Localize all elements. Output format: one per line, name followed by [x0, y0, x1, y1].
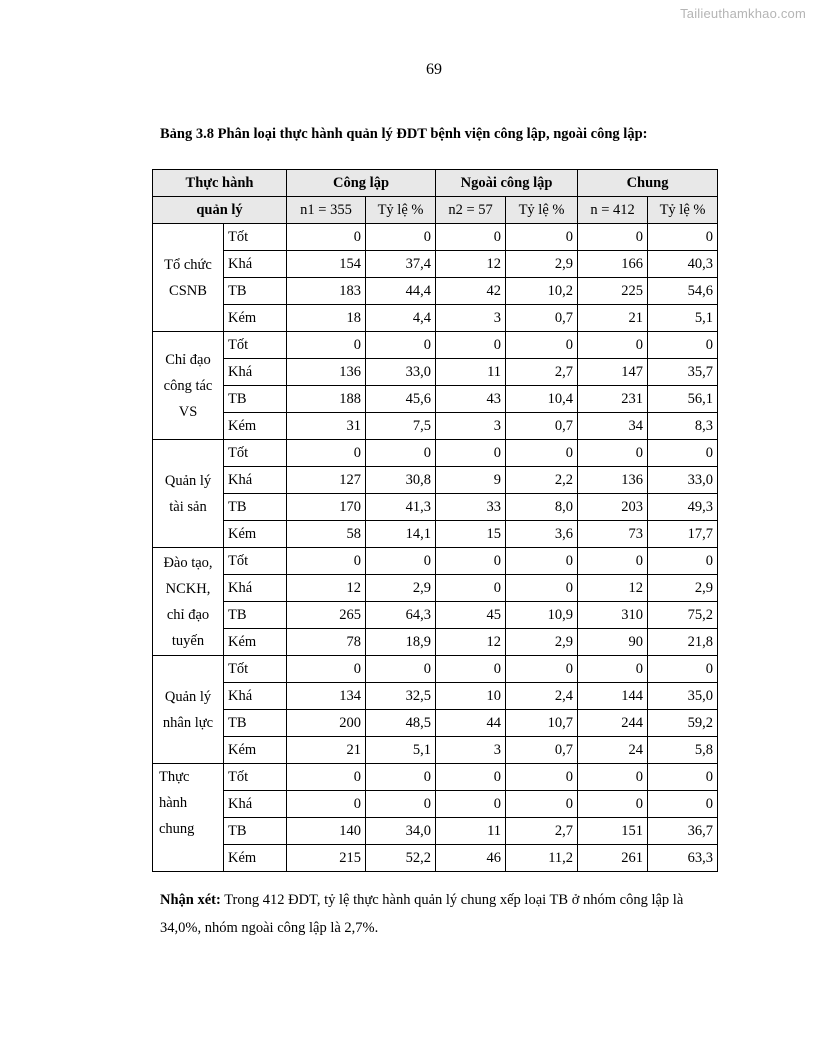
value-cell: 2,9: [506, 251, 578, 278]
value-cell: 0: [287, 656, 366, 683]
value-cell: 43: [436, 386, 506, 413]
header-practice-label: Thực hành: [153, 170, 287, 197]
level-label: Tốt: [224, 764, 287, 791]
value-cell: 0: [287, 332, 366, 359]
table-row: [153, 737, 718, 764]
value-cell: 37,4: [366, 251, 436, 278]
value-cell: 136: [578, 467, 648, 494]
value-cell: 0: [287, 764, 366, 791]
value-cell: 0: [648, 791, 718, 818]
value-cell: 45: [436, 602, 506, 629]
value-cell: 12: [436, 629, 506, 656]
level-label: Tốt: [224, 548, 287, 575]
table-row: [153, 791, 718, 818]
value-cell: 231: [578, 386, 648, 413]
value-cell: 21: [287, 737, 366, 764]
value-cell: 2,9: [366, 575, 436, 602]
value-cell: 78: [287, 629, 366, 656]
value-cell: 90: [578, 629, 648, 656]
value-cell: 10,9: [506, 602, 578, 629]
header-sub-n2: n2 = 57: [436, 197, 506, 224]
value-cell: 10,2: [506, 278, 578, 305]
value-cell: 18: [287, 305, 366, 332]
value-cell: 0: [578, 764, 648, 791]
header-row-1: [153, 170, 718, 197]
value-cell: 0: [648, 224, 718, 251]
value-cell: 2,9: [648, 575, 718, 602]
value-cell: 33: [436, 494, 506, 521]
value-cell: 0: [578, 224, 648, 251]
value-cell: 0: [506, 224, 578, 251]
value-cell: 7,5: [366, 413, 436, 440]
value-cell: 0: [648, 548, 718, 575]
value-cell: 41,3: [366, 494, 436, 521]
table-row: [153, 521, 718, 548]
value-cell: 0: [287, 440, 366, 467]
value-cell: 166: [578, 251, 648, 278]
value-cell: 0: [366, 764, 436, 791]
value-cell: 0,7: [506, 737, 578, 764]
value-cell: 0: [506, 332, 578, 359]
watermark: Tailieuthamkhao.com: [680, 6, 806, 21]
value-cell: 5,1: [366, 737, 436, 764]
value-cell: 134: [287, 683, 366, 710]
table-row: [153, 440, 718, 467]
section-name: Tổ chức CSNB: [153, 224, 224, 332]
value-cell: 136: [287, 359, 366, 386]
value-cell: 0: [578, 791, 648, 818]
level-label: Kém: [224, 629, 287, 656]
value-cell: 36,7: [648, 818, 718, 845]
value-cell: 0: [436, 575, 506, 602]
value-cell: 0: [506, 575, 578, 602]
value-cell: 0: [648, 332, 718, 359]
level-label: Kém: [224, 305, 287, 332]
value-cell: 31: [287, 413, 366, 440]
table-row: [153, 656, 718, 683]
level-label: Kém: [224, 737, 287, 764]
table-row: [153, 494, 718, 521]
value-cell: 21: [578, 305, 648, 332]
table-row: [153, 332, 718, 359]
table-row: [153, 818, 718, 845]
value-cell: 203: [578, 494, 648, 521]
value-cell: 64,3: [366, 602, 436, 629]
value-cell: 0: [366, 548, 436, 575]
value-cell: 17,7: [648, 521, 718, 548]
level-label: Kém: [224, 521, 287, 548]
level-label: TB: [224, 386, 287, 413]
level-label: Khá: [224, 575, 287, 602]
value-cell: 0: [506, 440, 578, 467]
value-cell: 49,3: [648, 494, 718, 521]
value-cell: 35,7: [648, 359, 718, 386]
value-cell: 140: [287, 818, 366, 845]
value-cell: 170: [287, 494, 366, 521]
header-public: Công lập: [287, 170, 436, 197]
data-table: [152, 169, 718, 872]
header-row-2: [153, 197, 718, 224]
level-label: Kém: [224, 413, 287, 440]
value-cell: 10,7: [506, 710, 578, 737]
value-cell: 215: [287, 845, 366, 872]
value-cell: 42: [436, 278, 506, 305]
value-cell: 12: [287, 575, 366, 602]
value-cell: 4,4: [366, 305, 436, 332]
level-label: Tốt: [224, 224, 287, 251]
remark-label: Nhận xét:: [160, 892, 221, 908]
value-cell: 48,5: [366, 710, 436, 737]
value-cell: 11: [436, 818, 506, 845]
value-cell: 225: [578, 278, 648, 305]
value-cell: 0: [578, 656, 648, 683]
value-cell: 34: [578, 413, 648, 440]
value-cell: 310: [578, 602, 648, 629]
value-cell: 0: [366, 440, 436, 467]
value-cell: 154: [287, 251, 366, 278]
table-row: [153, 683, 718, 710]
value-cell: 32,5: [366, 683, 436, 710]
value-cell: 0: [436, 791, 506, 818]
value-cell: 0: [287, 791, 366, 818]
value-cell: 0: [506, 548, 578, 575]
value-cell: 2,7: [506, 359, 578, 386]
value-cell: 10: [436, 683, 506, 710]
table-row: [153, 629, 718, 656]
level-label: TB: [224, 818, 287, 845]
level-label: Tốt: [224, 332, 287, 359]
value-cell: 12: [436, 251, 506, 278]
remark-paragraph: [160, 886, 720, 942]
value-cell: 59,2: [648, 710, 718, 737]
header-total: Chung: [578, 170, 718, 197]
table-row: [153, 278, 718, 305]
level-label: Khá: [224, 683, 287, 710]
table-row: [153, 602, 718, 629]
value-cell: 0: [436, 764, 506, 791]
table-row: [153, 710, 718, 737]
value-cell: 0: [366, 791, 436, 818]
section-name: Quản lý nhân lực: [153, 656, 224, 764]
value-cell: 3: [436, 737, 506, 764]
table-row: [153, 251, 718, 278]
value-cell: 56,1: [648, 386, 718, 413]
value-cell: 3: [436, 413, 506, 440]
value-cell: 2,9: [506, 629, 578, 656]
table-row: [153, 467, 718, 494]
header-sub-pct: Tỷ lệ %: [648, 197, 718, 224]
table-row: [153, 224, 718, 251]
value-cell: 75,2: [648, 602, 718, 629]
level-label: Khá: [224, 359, 287, 386]
section-name: Đào tạo, NCKH, chỉ đạo tuyến: [153, 548, 224, 656]
level-label: Khá: [224, 251, 287, 278]
value-cell: 30,8: [366, 467, 436, 494]
value-cell: 144: [578, 683, 648, 710]
value-cell: 24: [578, 737, 648, 764]
value-cell: 2,2: [506, 467, 578, 494]
value-cell: 63,3: [648, 845, 718, 872]
value-cell: 0: [436, 332, 506, 359]
table-row: [153, 305, 718, 332]
level-label: TB: [224, 278, 287, 305]
level-label: Kém: [224, 845, 287, 872]
value-cell: 0: [366, 224, 436, 251]
value-cell: 0: [436, 548, 506, 575]
value-cell: 0: [578, 548, 648, 575]
value-cell: 0: [578, 332, 648, 359]
value-cell: 5,8: [648, 737, 718, 764]
value-cell: 2,7: [506, 818, 578, 845]
value-cell: 0: [578, 440, 648, 467]
value-cell: 0: [287, 224, 366, 251]
value-cell: 0,7: [506, 305, 578, 332]
table-row: [153, 548, 718, 575]
header-sub-n: n = 412: [578, 197, 648, 224]
value-cell: 0,7: [506, 413, 578, 440]
level-label: Khá: [224, 791, 287, 818]
value-cell: 33,0: [648, 467, 718, 494]
section-name: Chỉ đạo công tác VS: [153, 332, 224, 440]
level-label: TB: [224, 602, 287, 629]
value-cell: 14,1: [366, 521, 436, 548]
header-sub-pct1: Tỷ lệ %: [366, 197, 436, 224]
remark-text: Trong 412 ĐDT, tỷ lệ thực hành quản lý chung xếp loại TB ở nhóm công lập là 34,0%, nhóm ngoài công lập là 2,7%.: [160, 892, 684, 936]
table-body: [153, 224, 718, 872]
value-cell: 21,8: [648, 629, 718, 656]
value-cell: 12: [578, 575, 648, 602]
value-cell: 200: [287, 710, 366, 737]
value-cell: 0: [506, 791, 578, 818]
value-cell: 44: [436, 710, 506, 737]
level-label: TB: [224, 710, 287, 737]
value-cell: 0: [648, 440, 718, 467]
value-cell: 46: [436, 845, 506, 872]
value-cell: 9: [436, 467, 506, 494]
level-label: Tốt: [224, 440, 287, 467]
value-cell: 0: [366, 656, 436, 683]
value-cell: 3: [436, 305, 506, 332]
value-cell: 0: [366, 332, 436, 359]
value-cell: 54,6: [648, 278, 718, 305]
value-cell: 261: [578, 845, 648, 872]
table-row: [153, 845, 718, 872]
table-caption: Bảng 3.8 Phân loại thực hành quản lý ĐDT bệnh viện công lập, ngoài công lập:: [160, 126, 648, 142]
value-cell: 0: [648, 656, 718, 683]
value-cell: 52,2: [366, 845, 436, 872]
section-name: Quản lý tài sản: [153, 440, 224, 548]
value-cell: 73: [578, 521, 648, 548]
table-row: [153, 359, 718, 386]
value-cell: 58: [287, 521, 366, 548]
value-cell: 244: [578, 710, 648, 737]
value-cell: 40,3: [648, 251, 718, 278]
value-cell: 188: [287, 386, 366, 413]
header-practice-label-2: quản lý: [153, 197, 287, 224]
value-cell: 0: [287, 548, 366, 575]
value-cell: 11,2: [506, 845, 578, 872]
value-cell: 151: [578, 818, 648, 845]
value-cell: 0: [648, 764, 718, 791]
level-label: Tốt: [224, 656, 287, 683]
value-cell: 11: [436, 359, 506, 386]
header-sub-n1: n1 = 355: [287, 197, 366, 224]
value-cell: 34,0: [366, 818, 436, 845]
value-cell: 8,0: [506, 494, 578, 521]
value-cell: 18,9: [366, 629, 436, 656]
value-cell: 2,4: [506, 683, 578, 710]
page-number: 69: [426, 61, 442, 78]
value-cell: 15: [436, 521, 506, 548]
table-row: [153, 764, 718, 791]
value-cell: 0: [436, 656, 506, 683]
value-cell: 0: [506, 764, 578, 791]
value-cell: 265: [287, 602, 366, 629]
value-cell: 0: [506, 656, 578, 683]
section-name: Thực hành chung: [153, 764, 224, 872]
table-row: [153, 575, 718, 602]
value-cell: 45,6: [366, 386, 436, 413]
level-label: TB: [224, 494, 287, 521]
value-cell: 3,6: [506, 521, 578, 548]
table-row: [153, 386, 718, 413]
value-cell: 0: [436, 440, 506, 467]
value-cell: 44,4: [366, 278, 436, 305]
value-cell: 10,4: [506, 386, 578, 413]
table-row: [153, 413, 718, 440]
value-cell: 35,0: [648, 683, 718, 710]
value-cell: 183: [287, 278, 366, 305]
value-cell: 0: [436, 224, 506, 251]
value-cell: 147: [578, 359, 648, 386]
header-sub-pct2: Tỷ lệ %: [506, 197, 578, 224]
header-private: Ngoài công lập: [436, 170, 578, 197]
level-label: Khá: [224, 467, 287, 494]
value-cell: 5,1: [648, 305, 718, 332]
value-cell: 127: [287, 467, 366, 494]
value-cell: 8,3: [648, 413, 718, 440]
value-cell: 33,0: [366, 359, 436, 386]
